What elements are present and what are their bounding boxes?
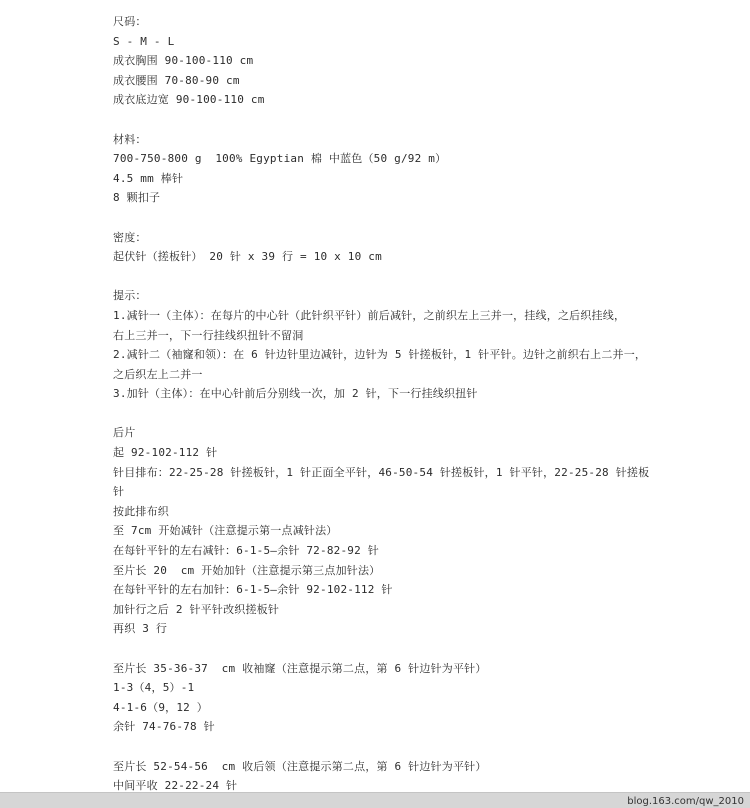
instruction-line: 针 [113, 485, 125, 499]
instruction-line: 至 7cm 开始减针（注意提示第一点减针法） [113, 524, 338, 538]
instruction-line: 针目排布：22-25-28 针搓板针，1 针正面全平针，46-50-54 针搓板针，1 针平针，22-25-28 针搓板 [113, 465, 650, 479]
tip-line: 右上三并一，下一行挂线织扭针不留洞 [113, 328, 304, 342]
needle-spec: 4.5 mm 棒针 [113, 171, 184, 185]
instruction-line: 按此排布织 [113, 504, 169, 518]
section-gap [113, 110, 733, 130]
gauge-section [113, 228, 733, 267]
back-neck-section [113, 757, 733, 796]
instruction-line: 4-1-6（9，12 ） [113, 700, 209, 714]
instruction-line: 起 92-102-112 针 [113, 446, 218, 460]
tips-heading: 提示： [113, 289, 147, 303]
tip-line: 之后织左上二并一 [113, 367, 203, 381]
size-labels: S - M - L [113, 34, 175, 48]
instruction-line: 再织 3 行 [113, 622, 168, 636]
sizes-section [113, 12, 733, 110]
tip-line: 1.减针一（主体）：在每片的中心针（此针织平针）前后减针，之前织左上三并一，挂线，之后织挂线， [113, 308, 626, 322]
tip-line: 2.减针二（袖窿和领）：在 6 针边针里边减针，边针为 5 针搓板针，1 针平针。边针之前织右上二并一， [113, 348, 647, 362]
tip-line: 3.加针（主体）：在中心针前后分别线一次，加 2 针，下一行挂线织扭针 [113, 387, 478, 401]
instruction-line: 至片长 52-54-56 cm 收后领（注意提示第二点，第 6 针边针为平针） [113, 759, 487, 773]
sizes-heading: 尺码： [113, 15, 147, 28]
article-body [113, 12, 733, 796]
instruction-line: 余针 74-76-78 针 [113, 720, 215, 734]
section-gap [113, 208, 733, 228]
tips-section [113, 286, 733, 404]
instruction-line: 加针行之后 2 针平针改织搓板针 [113, 602, 280, 616]
chest-measurement: 成衣胸围 90-100-110 cm [113, 54, 254, 68]
gauge-heading: 密度： [113, 230, 147, 244]
buttons-spec: 8 颗扣子 [113, 191, 161, 205]
section-gap [113, 267, 733, 287]
yarn-spec: 700-750-800 g 100% Egyptian 棉 中蓝色（50 g/92 m） [113, 152, 447, 166]
gauge-spec: 起伏针（搓板针） 20 针 x 39 行 = 10 x 10 cm [113, 250, 382, 264]
blog-watermark: blog.163.com/qw_2010 [627, 796, 744, 807]
back-piece-heading: 后片 [113, 426, 136, 440]
instruction-line: 至片长 20 cm 开始加针（注意提示第三点加针法） [113, 563, 381, 577]
section-gap [113, 737, 733, 757]
materials-heading: 材料： [113, 132, 147, 146]
waist-measurement: 成衣腰围 70-80-90 cm [113, 73, 240, 87]
instruction-line: 中间平收 22-22-24 针 [113, 779, 238, 793]
section-gap [113, 639, 733, 659]
hem-width-measurement: 成衣底边宽 90-100-110 cm [113, 93, 265, 107]
section-gap [113, 404, 733, 424]
armhole-section [113, 659, 733, 737]
instruction-line: 在每针平针的左右减针：6-1-5—余针 72-82-92 针 [113, 544, 379, 558]
instruction-line: 至片长 35-36-37 cm 收袖窿（注意提示第二点，第 6 针边针为平针） [113, 661, 487, 675]
instruction-line: 在每针平针的左右加针：6-1-5—余针 92-102-112 针 [113, 583, 393, 597]
back-piece-section [113, 423, 733, 639]
instruction-line: 1-3（4，5）-1 [113, 681, 195, 695]
materials-section [113, 130, 733, 208]
